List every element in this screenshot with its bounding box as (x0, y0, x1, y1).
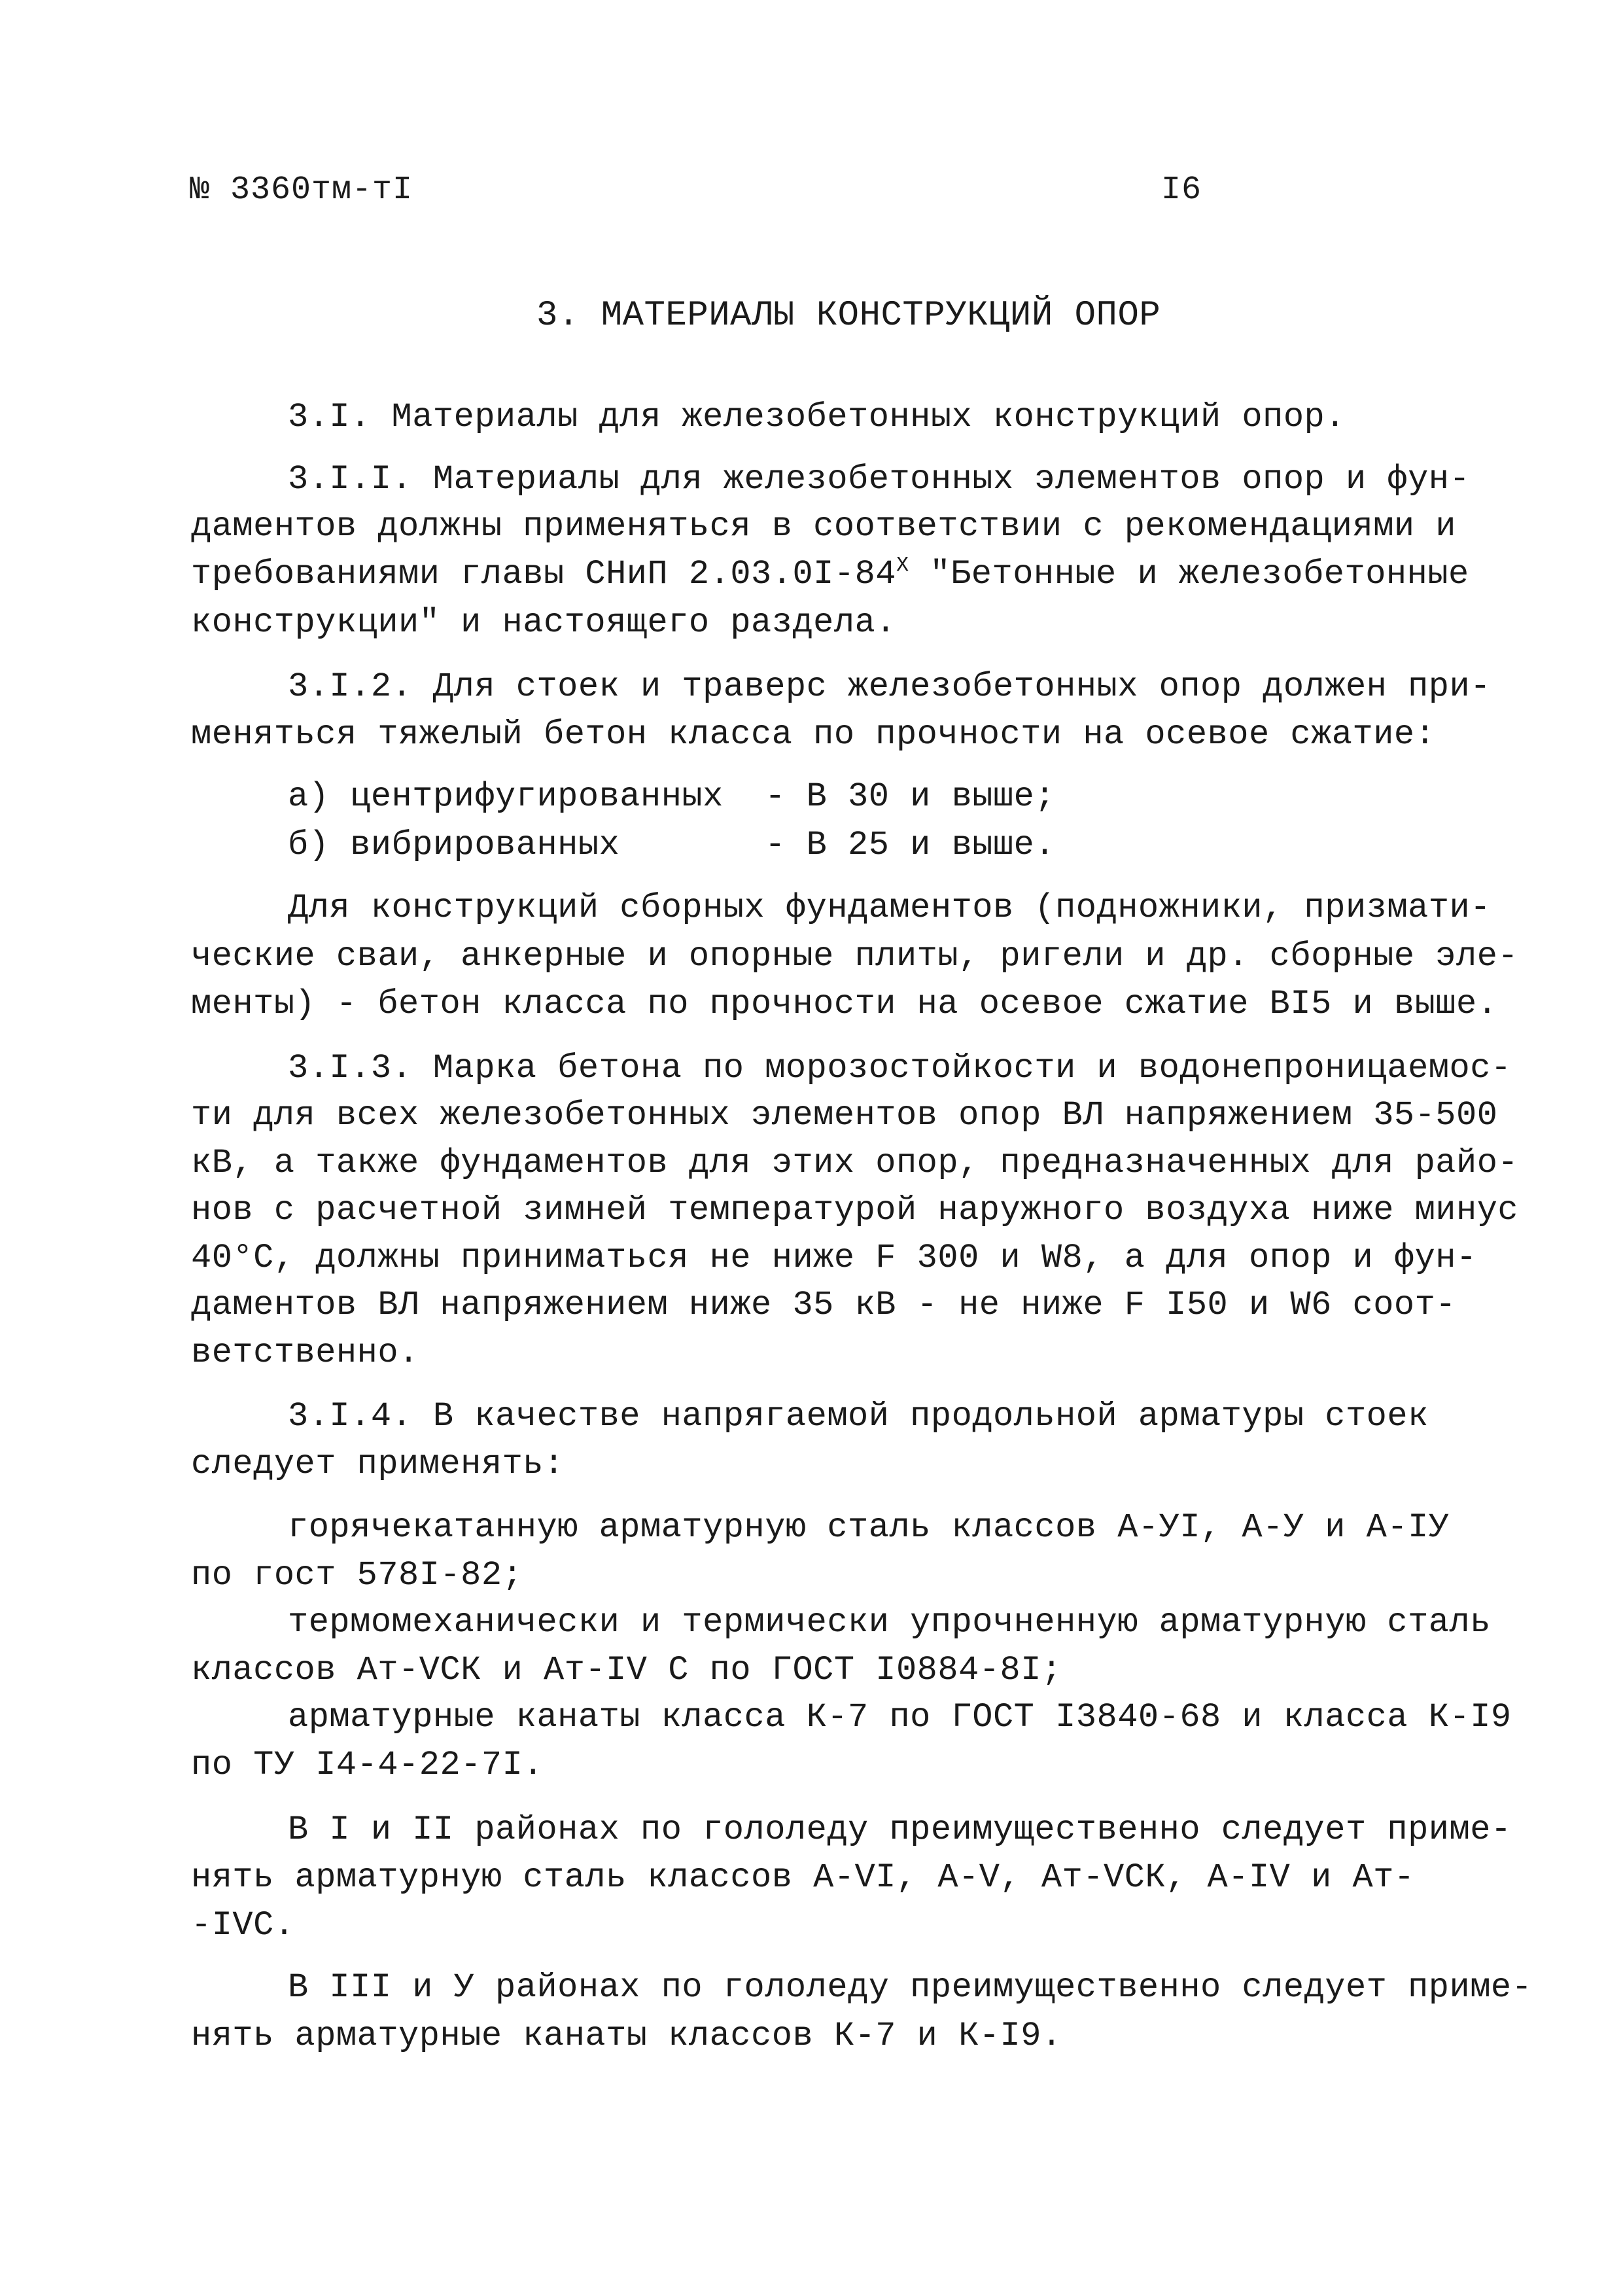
paragraph-line: -IVС. (191, 1906, 295, 1945)
subsection-3-1-heading: 3.I. Материалы для железобетонных конструкций опор. (288, 398, 1346, 436)
paragraph-line: 3.I.4. В качестве напрягаемой продольной арматуры стоек (288, 1397, 1429, 1436)
paragraph-line: по гост 578I-82; (191, 1556, 523, 1595)
paragraph-line: нов с расчетной зимней температурой наружного воздуха ниже минус (191, 1191, 1519, 1229)
paragraph-line: В I и II районах по гололеду преимущественно следует приме- (288, 1810, 1512, 1849)
paragraph-line: арматурные канаты класса К-7 по ГОСТ I3840-68 и класса К-I9 (288, 1698, 1512, 1737)
snip-reference: требованиями главы СНиП 2.03.0I-84 (191, 555, 896, 593)
paragraph-line: менты) - бетон класса по прочности на осевое сжатие BI5 и выше. (191, 985, 1498, 1023)
paragraph-line: следует применять: (191, 1445, 565, 1483)
paragraph-line: ческие сваи, анкерные и опорные плиты, ригели и др. сборные эле- (191, 937, 1519, 976)
superscript-x: Х (896, 553, 909, 578)
paragraph-line: 40°С, должны приниматься не ниже F 300 и W8, а для опор и фун- (191, 1239, 1477, 1277)
paragraph-line: В III и У районах по гололеду преимущественно следует приме- (288, 1968, 1533, 2007)
paragraph-line: даментов ВЛ напряжением ниже 35 кВ - не ниже F I50 и W6 соот- (191, 1286, 1457, 1324)
paragraph-line: меняться тяжелый бетон класса по прочности на осевое сжатие: (191, 715, 1436, 754)
document-number: № 3360тм-тI (190, 171, 413, 209)
paragraph-line: нять арматурную сталь классов А-VI, А-V, Ат-VСК, А-IV и Ат- (191, 1858, 1415, 1897)
paragraph-line: ти для всех железобетонных элементов опор ВЛ напряжением 35-500 (191, 1096, 1498, 1135)
paragraph-line: даментов должны применяться в соответствии с рекомендациями и (191, 507, 1457, 546)
paragraph-line: 3.I.I. Материалы для железобетонных элементов опор и фун- (288, 460, 1471, 499)
paragraph-line: 3.I.2. Для стоек и траверс железобетонных опор должен при- (288, 667, 1491, 706)
list-item: а) центрифугированных - В 30 и выше; (288, 777, 1056, 816)
paragraph-line: по ТУ I4-4-22-7I. (191, 1746, 544, 1784)
paragraph-line (191, 555, 1469, 593)
paragraph-line: термомеханически и термически упрочненную арматурную сталь (288, 1603, 1491, 1642)
paragraph-line: классов Ат-VСК и Ат-IV С по ГОСТ I0884-8I; (191, 1651, 1062, 1689)
list-item: б) вибрированных - В 25 и выше. (288, 826, 1056, 864)
page-number: I6 (1161, 171, 1202, 209)
paragraph-line: ветственно. (191, 1333, 419, 1372)
paragraph-line-rest: "Бетонные и железобетонные (909, 555, 1469, 593)
section-title: 3. МАТЕРИАЛЫ КОНСТРУКЦИЙ ОПОР (536, 296, 1161, 336)
paragraph-line: 3.I.3. Марка бетона по морозостойкости и водонепроницаемос- (288, 1049, 1512, 1087)
paragraph-line: Для конструкций сборных фундаментов (подножники, призмати- (288, 889, 1491, 927)
paragraph-line: конструкции" и настоящего раздела. (191, 603, 896, 642)
paragraph-line: горячекатанную арматурную сталь классов А-УI, А-У и А-IУ (288, 1508, 1450, 1547)
paragraph-line: нять арматурные канаты классов К-7 и К-I9. (191, 2017, 1062, 2055)
paragraph-line: кВ, а также фундаментов для этих опор, предназначенных для райо- (191, 1144, 1519, 1182)
